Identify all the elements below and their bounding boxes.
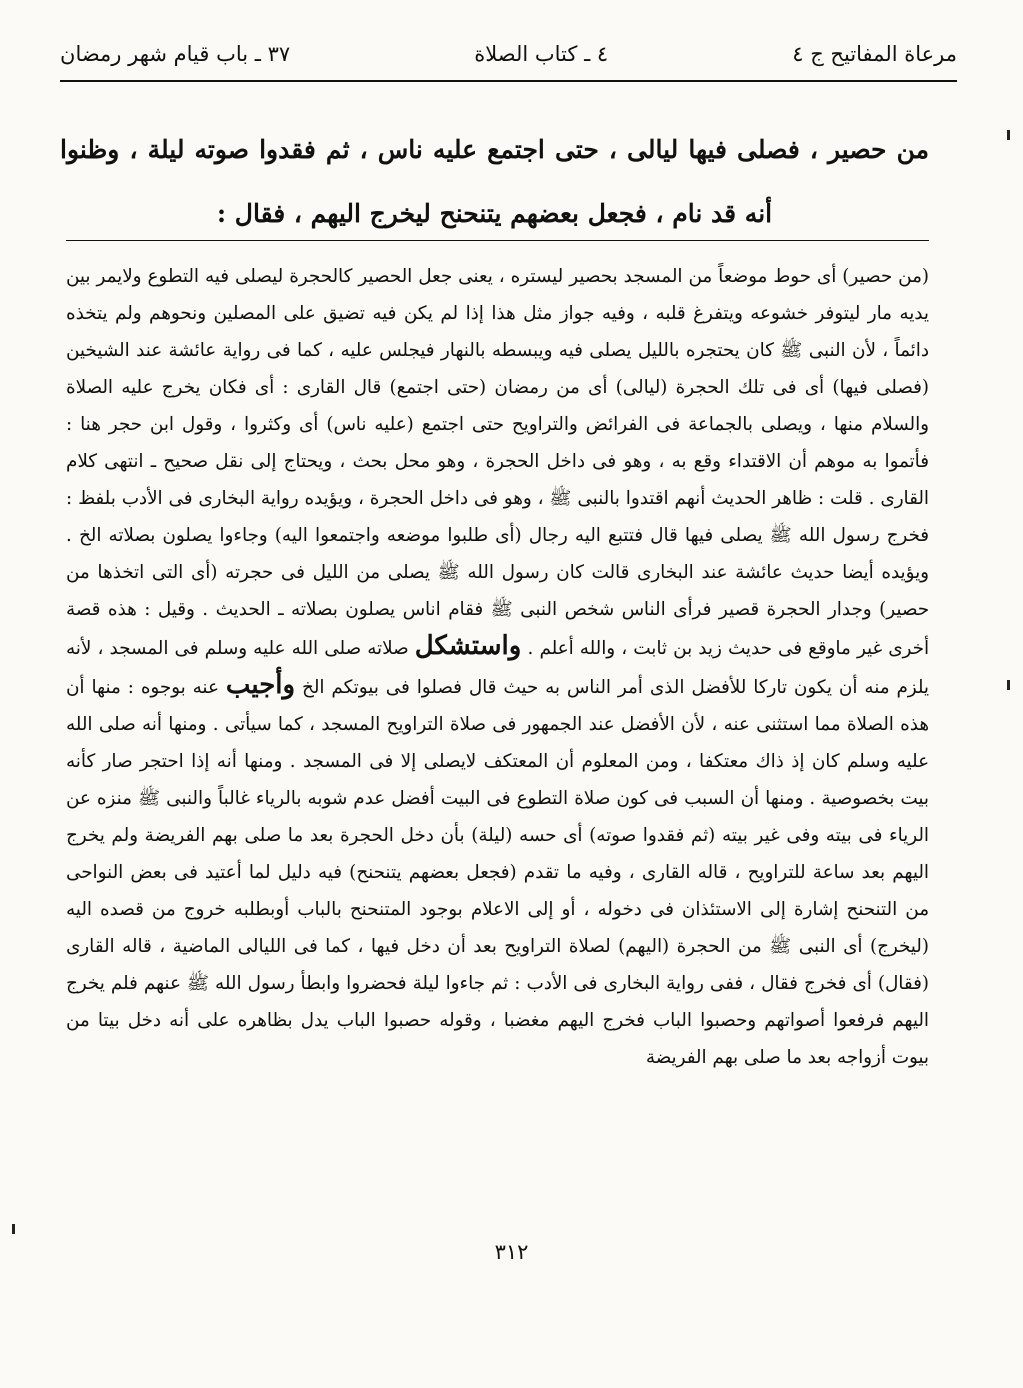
- commentary-part-3: عنه بوجوه : منها أن هذه الصلاة مما استثنى عنه ، لأن الأفضل عند الجمهور فى صلاة التراويح المسجد ، كما سيأتى . ومنها أنه صلى الله عليه وسلم كان إذ ذاك معتكفا ، ومن المعلوم أن المعتكف لايصلى إلا فى المسجد . ومنها أنه إذا احتجر صار كأنه بيت بخصوصية . ومنها أن السبب فى كون صلاة التطوع فى البيت أفضل عدم شوبه بالرياء غالباً والنبى ﷺ منزه عن الرياء فى بيته وفى غير بيته (ثم فقدوا صوته) أى حسه (ليلة) بأن دخل الحجرة بعد ما صلى بهم الفريضة ولم يخرج اليهم بعد ساعة للتراويح ، قاله القارى ، وفيه ما تقدم (فجعل بعضهم يتنحنح) فيه دليل لما أعتيد فى بعض النواحى من التنحنح إشارة إلى الاستئذان فى دخوله ، أو إلى الاعلام بوجود المتنحنح بالباب أوبطلبه خروج من قصده اليه (ليخرج) أى النبى ﷺ من الحجرة (اليهم) لصلاة التراويح بعد أن دخل فيها ، كما فى الليالى الماضية ، قاله القارى (فقال) أى فخرج فقال ، ففى رواية البخارى فى الأدب : ثم جاءوا ليلة فحضروا وابطأ رسول الله ﷺ عنهم فلم يخرج اليهم فرفعوا أصواتهم وحصبوا الباب فخرج اليهم مغضبا ، وقوله حصبوا الباب يدل بظاهره على أنه دخل بيتا من بيوت أزواجه بعد ما صلى بهم الفريضة: [66, 677, 929, 1068]
- chapter-title: ٣٧ ـ باب قيام شهر رمضان: [60, 42, 291, 66]
- commentary-part-1: (من حصير) أى حوط موضعاً من المسجد بحصير ليستره ، يعنى جعل الحصير كالحجرة ليصلى فيه التطوع ولايمر بين يديه مار ليتوفر خشوعه ويتفرغ قلبه ، وفيه جواز مثل هذا إذا لم يكن فيه تضيق على المصلين ونحوهم ولم يتخذه دائماً ، لأن النبى ﷺ كان يحتجره بالليل يصلى فيه ويبسطه بالنهار فيجلس عليه ، كما فى رواية عائشة عند الشيخين (فصلى فيها) أى فى تلك الحجرة (ليالى) أى من رمضان (حتى اجتمع) قال القارى : أى فكان يخرج عليه الصلاة والسلام منها ، ويصلى بالجماعة فى الفرائض والتراويح حتى اجتمع (عليه ناس) أى وكثروا ، وقول ابن حجر هنا : فأتموا به موهم أن الاقتداء وقع به ، وهو فى داخل الحجرة ، وهو محل بحث ، ويحتاج إلى نقل صحيح ـ انتهى كلام القارى . قلت : ظاهر الحديث أنهم اقتدوا بالنبى ﷺ ، وهو فى داخل الحجرة ، ويؤيده رواية البخارى فى الأدب بلفظ : فخرج رسول الله ﷺ يصلى فيها قال فتتبع اليه رجال (أى طلبوا موضعه واجتمعوا اليه) وجاءوا يصلون بصلاته الخ . ويؤيده أيضا حديث عائشة عند البخارى قالت كان رسول الله ﷺ يصلى من الليل فى حجرته (أى التى اتخذها من حصير) وجدار الحجرة قصير فرأى الناس شخص النبى ﷺ فقام اناس يصلون بصلاته ـ الحديث . وقيل : هذه قصة أخرى غير ماوقع فى حديث زيد بن ثابت ، والله أعلم .: [66, 266, 930, 659]
- section-title: ٤ ـ كتاب الصلاة: [474, 42, 609, 66]
- hadith-main-text: من حصير ، فصلى فيها ليالى ، حتى اجتمع عليه ناس ، ثم فقدوا صوته ليلة ، وظنوا أنه قد نام ، فجعل بعضهم يتنحنح ليخرج اليهم ، فقال :: [60, 135, 929, 228]
- book-title: مرعاة المفاتيح ج ٤: [792, 42, 957, 66]
- page-number: ٣١٢: [494, 1240, 529, 1264]
- running-header: [60, 34, 957, 74]
- text-divider: [66, 240, 929, 241]
- keyword-ujib: وأجيب: [225, 670, 296, 700]
- scan-edge-mark: [1007, 130, 1010, 140]
- scan-edge-mark: [12, 1224, 15, 1234]
- scan-edge-mark: [1007, 680, 1010, 690]
- commentary-text: [66, 258, 929, 1076]
- keyword-istashkal: واستشكل: [414, 631, 522, 661]
- header-rule: [60, 80, 957, 82]
- commentary-part-2: صلاته صلى الله عليه وسلم فى المسجد ، لأنه يلزم منه أن يكون تاركا للأفضل الذى أمر الناس به حيث قال فصلوا فى بيوتكم الخ: [66, 638, 929, 698]
